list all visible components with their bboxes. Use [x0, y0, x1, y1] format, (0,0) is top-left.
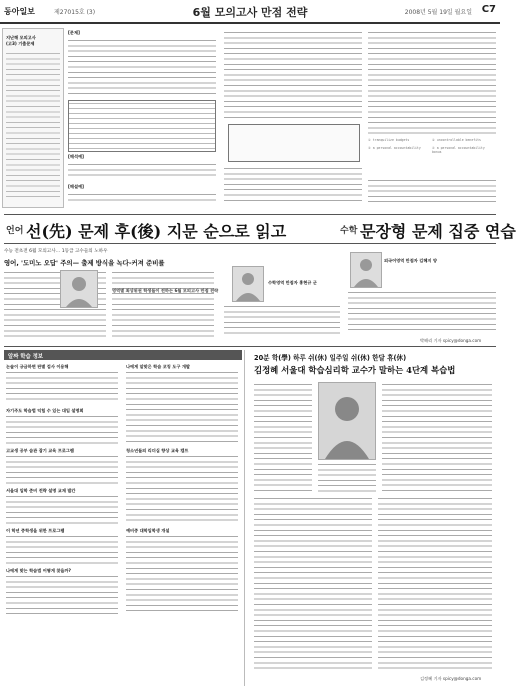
info-text-8	[126, 534, 238, 614]
english-question-block	[368, 28, 498, 206]
info-text-0	[6, 370, 118, 404]
article-2-subhead: 김정혜 서울대 학습심리학 교수가 말하는 4단계 복습법	[254, 365, 456, 375]
portrait-photo-3	[350, 252, 382, 288]
article-2-credit: 김정혜 기자 spicy@donga.com	[420, 676, 482, 681]
issue-number: 제27015호 (3)	[54, 9, 96, 16]
portrait-photo-1	[60, 270, 98, 308]
page-header	[0, 0, 500, 24]
info-item-5: 나에게 맞는 학습법 어떻게 찾을까?	[6, 568, 71, 573]
info-item-4: 이 학년 중학생을 위한 프로그램	[6, 528, 65, 533]
english-answer-text	[368, 178, 496, 204]
person-silhouette-icon	[351, 253, 381, 287]
info-text-1	[6, 414, 118, 444]
answer-heading: [해설예]	[68, 184, 84, 189]
info-text-6	[126, 370, 238, 444]
info-text-5	[6, 574, 118, 614]
info-item-6: 나에게 알맞은 학습 코칭 도구 개발	[126, 364, 190, 369]
person-silhouette-icon	[61, 271, 97, 307]
tip-2-heading: 수학영역 만점자 홍현규 군	[268, 280, 317, 285]
info-item-2: 고교생 공부 습관 잡기 교육 프로그램	[6, 448, 74, 453]
info-item-0: 논술이 궁금하면 판별 검사 이용해	[6, 364, 69, 369]
info-item-1: 자기주도 학습법 익힐 수 있는 대입 설명회	[6, 408, 84, 413]
info-text-3	[6, 494, 118, 524]
note-text	[68, 162, 216, 180]
question-box-label: [문제]	[68, 30, 80, 35]
sidebar-text	[6, 51, 60, 201]
person-silhouette-icon	[233, 267, 263, 301]
feature-credit: 박해리 기자 spicy@donga.com	[420, 338, 482, 343]
headline-main-2: 문장형 문제 집중 연습	[360, 222, 516, 241]
info-text-4	[6, 534, 118, 564]
math-question-text	[224, 30, 362, 120]
english-passage-text	[368, 30, 496, 134]
feature-column-2	[112, 270, 214, 338]
portrait-photo-2	[232, 266, 264, 302]
info-title: 알짜 학습 정보	[8, 354, 43, 360]
person-portrait-icon	[319, 383, 375, 459]
article-2-column-5	[378, 496, 492, 672]
section-divider	[4, 346, 496, 347]
question-passage-box	[68, 100, 216, 152]
note-heading: [해석예]	[68, 154, 84, 159]
headline-main: 선(先) 문제 후(後) 지문 순으로 읽고	[26, 222, 287, 241]
sidebar-exam-panel	[2, 28, 64, 208]
article-2-column-4	[254, 496, 372, 672]
headline-subject-2: 수학	[340, 226, 358, 236]
answer-text	[68, 192, 216, 204]
article-2-column-3	[382, 382, 492, 492]
page-title: 6월 모의고사 만점 전략	[192, 6, 308, 19]
publication-name: 동아일보	[4, 7, 35, 16]
sidebar-heading-1: 지난해 모의고사	[6, 35, 36, 40]
article-2	[250, 350, 496, 686]
choice-2: ② uncontrollable benefits	[432, 138, 481, 142]
choice-3: ③ a personal accountability	[368, 146, 421, 150]
info-item-7: 청소년들의 리더십 향상 교육 캠프	[126, 448, 189, 453]
article-2-photo	[318, 382, 376, 460]
info-title-bar	[4, 350, 242, 360]
sidebar-heading-2: (고3) 기출문제	[6, 41, 35, 46]
page-number: C7	[481, 4, 496, 15]
choice-4: ④ a personal accountability bonus	[432, 146, 485, 154]
feature-column-4	[348, 290, 496, 334]
math-answer-text	[224, 166, 362, 204]
feature-lead: 수능 전초전 6월 모의고사… 1등급 고수들의 노하우	[4, 249, 108, 254]
feature-column-3	[224, 304, 340, 338]
feature-subhead: 영어, '도미노 오답' 주의— 출제 방식을 녹다-커져 준비를	[4, 259, 165, 267]
info-text-2	[6, 454, 118, 484]
tip-1-heading: 영역별 최상위권 학생들이 전하는 6월 모의고사 만점 전략	[112, 288, 219, 293]
info-item-3: 서울대 입학 준비 전략 설명 교재 발간	[6, 488, 76, 493]
article-2-column-1	[254, 382, 312, 492]
math-question-block	[224, 28, 364, 206]
choice-1: ① tranquilize budgets	[368, 138, 410, 142]
english-choices	[368, 138, 496, 174]
info-section	[4, 350, 245, 686]
info-text-7	[126, 454, 238, 524]
feature-headline	[4, 214, 516, 244]
question-text	[68, 38, 216, 98]
korean-question-block	[68, 28, 218, 206]
math-formula-box	[228, 124, 360, 162]
info-item-8: 예비중 대학입학생 개설	[126, 528, 170, 533]
headline-prefix: 언어	[6, 226, 24, 236]
publish-date: 2008년 5월 19일 월요일	[404, 9, 472, 16]
article-2-headline: 20분 학(學) 하루 쉬(休) 일주일 쉬(休) 한달 휴(休)	[254, 354, 407, 362]
article-2-column-2	[318, 462, 376, 492]
tip-3-heading: 외국어영역 만점자 김혜지 양	[384, 258, 437, 263]
